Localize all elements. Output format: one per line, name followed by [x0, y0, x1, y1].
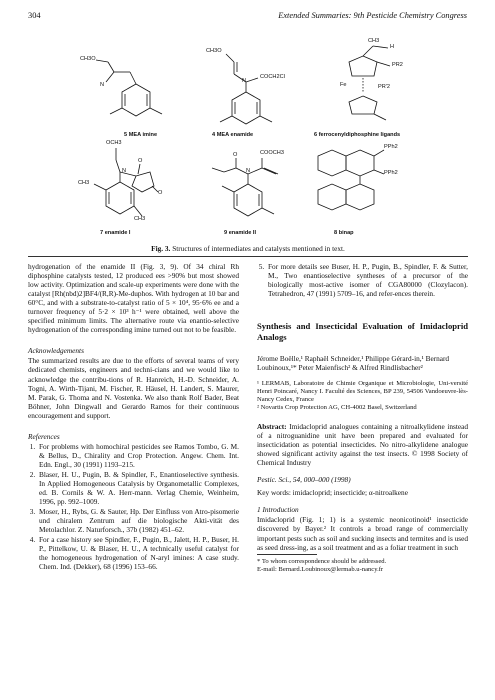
running-header: [28, 11, 467, 25]
citation: Pestic. Sci., 54, 000–000 (1998): [257, 475, 351, 485]
structure-ferrocenyl-ligand: [349, 46, 390, 120]
journal-title: Extended Summaries: 9th Pesticide Chemistry Congress: [278, 11, 467, 20]
compound-label: 8 binap: [334, 230, 354, 236]
structure-enamide-ii: [212, 158, 278, 216]
page-number: 304: [28, 11, 41, 20]
atom-label: PPh2: [384, 170, 398, 176]
right-column: [257, 262, 468, 574]
reference-list: [28, 442, 239, 572]
body-paragraph: hydrogenation of the enamide II (Fig. 3, 9). Of 34 chiral Rh diphosphine catalysts tested, 12 produced ees >90% but most showed low activity. Optimization and scale-up experiments were done with the catalyst [Rh(nbd)2]BF4/(R,R)-Me-duphos. With hydrogen at 10 bar and 60°C, and with a substrate-to-catalyst ratio of 5 × 10⁴, 95·6% ee and a turnover frequency of 5·2 × 10³ h⁻¹ were obtained, well above the specified minimum limits. The alternative route via enantio-selective hydrogenation of the corresponding imine turned out not to be feasible.: [28, 262, 239, 335]
acknowledgements-text: The summarized results are due to the efforts of several teams of very dedicated chemists, engineers and techni-cians and we would like to acknowledge the contribu-tions of R. Hanreich, H.-D. Schneider, A. Togni, A. Wirth-Tijani, M. Fischer, R. Häusel, H. Landert, S. Maurer, M. Parak, G. Thoma and N. Vostenka. We also thank Rolf Bader, Beat Böhner, John Dingwall and Gerardo Ramos for their continuous encouragement and support.: [28, 356, 239, 420]
atom-label: OCH3: [106, 140, 122, 146]
reference-item: 3. Moser, H., Rybs, G. & Sauter, Hp. Der Einfluss von Atro-pisomerie und chiralem Zentrum auf die biologische Akti-vität des Metolachlor. Z. Naturforsch., 37b (1982) 451–62.: [37, 507, 239, 534]
atom-label: CH3O: [206, 48, 222, 54]
reference-item: 1. For problems with homochiral pesticides see Ramos Tombo, G. M. & Bellus, D., Chirality and Crop Protection. Angew. Chem. Int. Edn. Engl., 30 (1991) 1193–215.: [37, 442, 239, 469]
reference-item: 4. For a case history see Spindler, F., Pugin, B., Jalett, H. P., Buser, H. P., Pittelkow, U. & Blaser, H. U., A technically useful catalyst for the homogeneous hydrogenation of N-aryl imines: A case study. Chem. Ind. (Dekker), 68 (1996) 153–66.: [37, 535, 239, 571]
left-column: [28, 262, 239, 572]
atom-label: PR'2: [378, 84, 390, 90]
section-title: Synthesis and Insecticidal Evaluation of Imidacloprid Analogs: [257, 321, 468, 342]
introduction-heading: 1 Introduction: [257, 505, 299, 515]
atom-label: PPh2: [384, 144, 398, 150]
atom-label: CH3O: [80, 56, 96, 62]
abstract: Abstract: Imidacloprid analogues containing a nitroalkylidene instead of a nitroguanidine unit have been prepared and evaluated for insecticidation as potential insecticides. No nitro-alkylidene analogue showed significant activity against the test insects. © 1998 Society of Chemical Industry: [257, 422, 468, 468]
compound-label: 6 ferrocenyldiphosphine ligands: [314, 132, 401, 138]
atom-label: CH3: [78, 180, 90, 186]
atom-label: PR2: [392, 62, 403, 68]
atom-label: H: [390, 44, 395, 50]
footnote-divider: [257, 554, 317, 555]
atom-label: N: [242, 78, 247, 84]
structure-mea-enamide: [220, 54, 272, 124]
compound-label: 7 enamide I: [100, 230, 131, 236]
structure-binap: [318, 150, 384, 210]
keywords: Key words: imidacloprid; insecticide; α-nitroalkene: [257, 488, 408, 498]
figure-3: [28, 34, 468, 244]
structure-mea-imine: [96, 60, 162, 116]
compound-label: 5 MEA imine: [124, 132, 158, 138]
atom-label: N: [122, 168, 127, 174]
atom-label: COOCH3: [260, 150, 284, 156]
atom-label: N: [100, 82, 105, 88]
reference-list-continued: [257, 262, 468, 298]
introduction-text: Imidacloprid (Fig. 1; 1) is a systemic neonicotinoid¹ insecticide discovered by Bayer.² It controls a broad range of commercially important pests such as soil and sucking insects and termites and is used as seed dress-ing, as a soil treatment and as a foliar treatment in such: [257, 515, 468, 552]
author-list: Jérome Boëlle,¹ Raphaël Schneider,¹ Philippe Gérard-in,¹ Bernard Loubinoux,¹* Peter Maienfisch² & Alfred Rindlisbacher²: [257, 353, 450, 372]
atom-label: COCH2Cl: [260, 74, 285, 80]
atom-label: O: [138, 158, 143, 164]
footnote-email: E-mail: Bernard.Loubinoux@lermab.u-nancy.fr: [257, 565, 384, 573]
figure-divider: [28, 256, 468, 257]
footnote: * To whom correspondence should be addressed.: [257, 557, 387, 565]
structure-enamide-i: [94, 148, 158, 216]
atom-label: CH3: [134, 216, 146, 222]
atom-label: O: [233, 152, 238, 158]
reference-item: 5. For more details see Buser, H. P., Pugin, B., Spindler, F. & Sutter, M., Two enantioselective syntheses of a precursor of the biologically most-active isomer of CGA80000 (Clozylacon). Tetrahedron, 47 (1991) 5709–16, and refer-ences therein.: [266, 262, 468, 298]
compound-label: 9 enamide II: [224, 230, 257, 236]
atom-label: Fe: [340, 82, 347, 88]
atom-label: O: [158, 190, 163, 196]
acknowledgements-heading: Acknowledgements: [28, 346, 84, 356]
affiliation: ¹ LERMAB, Laboratoire de Chimie Organique et Microbiologie, Uni-versité Henri Poincaré, Nancy I. Faculté des Sciences, BP 239, 54506 Vandoeuvre-lès-Nancy Cedex, France: [257, 379, 468, 403]
atom-label: N: [246, 168, 251, 174]
affiliation: ² Novartis Crop Protection AG, CH-4002 Basel, Switzerland: [257, 404, 417, 411]
atom-label: CH3: [368, 38, 380, 44]
compound-label: 4 MEA enamide: [212, 132, 254, 138]
references-heading: References: [28, 431, 60, 441]
reference-item: 2. Blaser, H. U., Pugin, B. & Spindler, F., Enantioselective synthesis. In Applied Homogeneous Catalysis by Organometallic Complexes, ed. B. Cornils & W. A. Herr-mann. Verlag Chemie, Weinheim, 1996, pp. 992–1009.: [37, 470, 239, 506]
figure-caption: Fig. 3. Structures of intermediates and catalysts mentioned in text.: [151, 244, 345, 253]
